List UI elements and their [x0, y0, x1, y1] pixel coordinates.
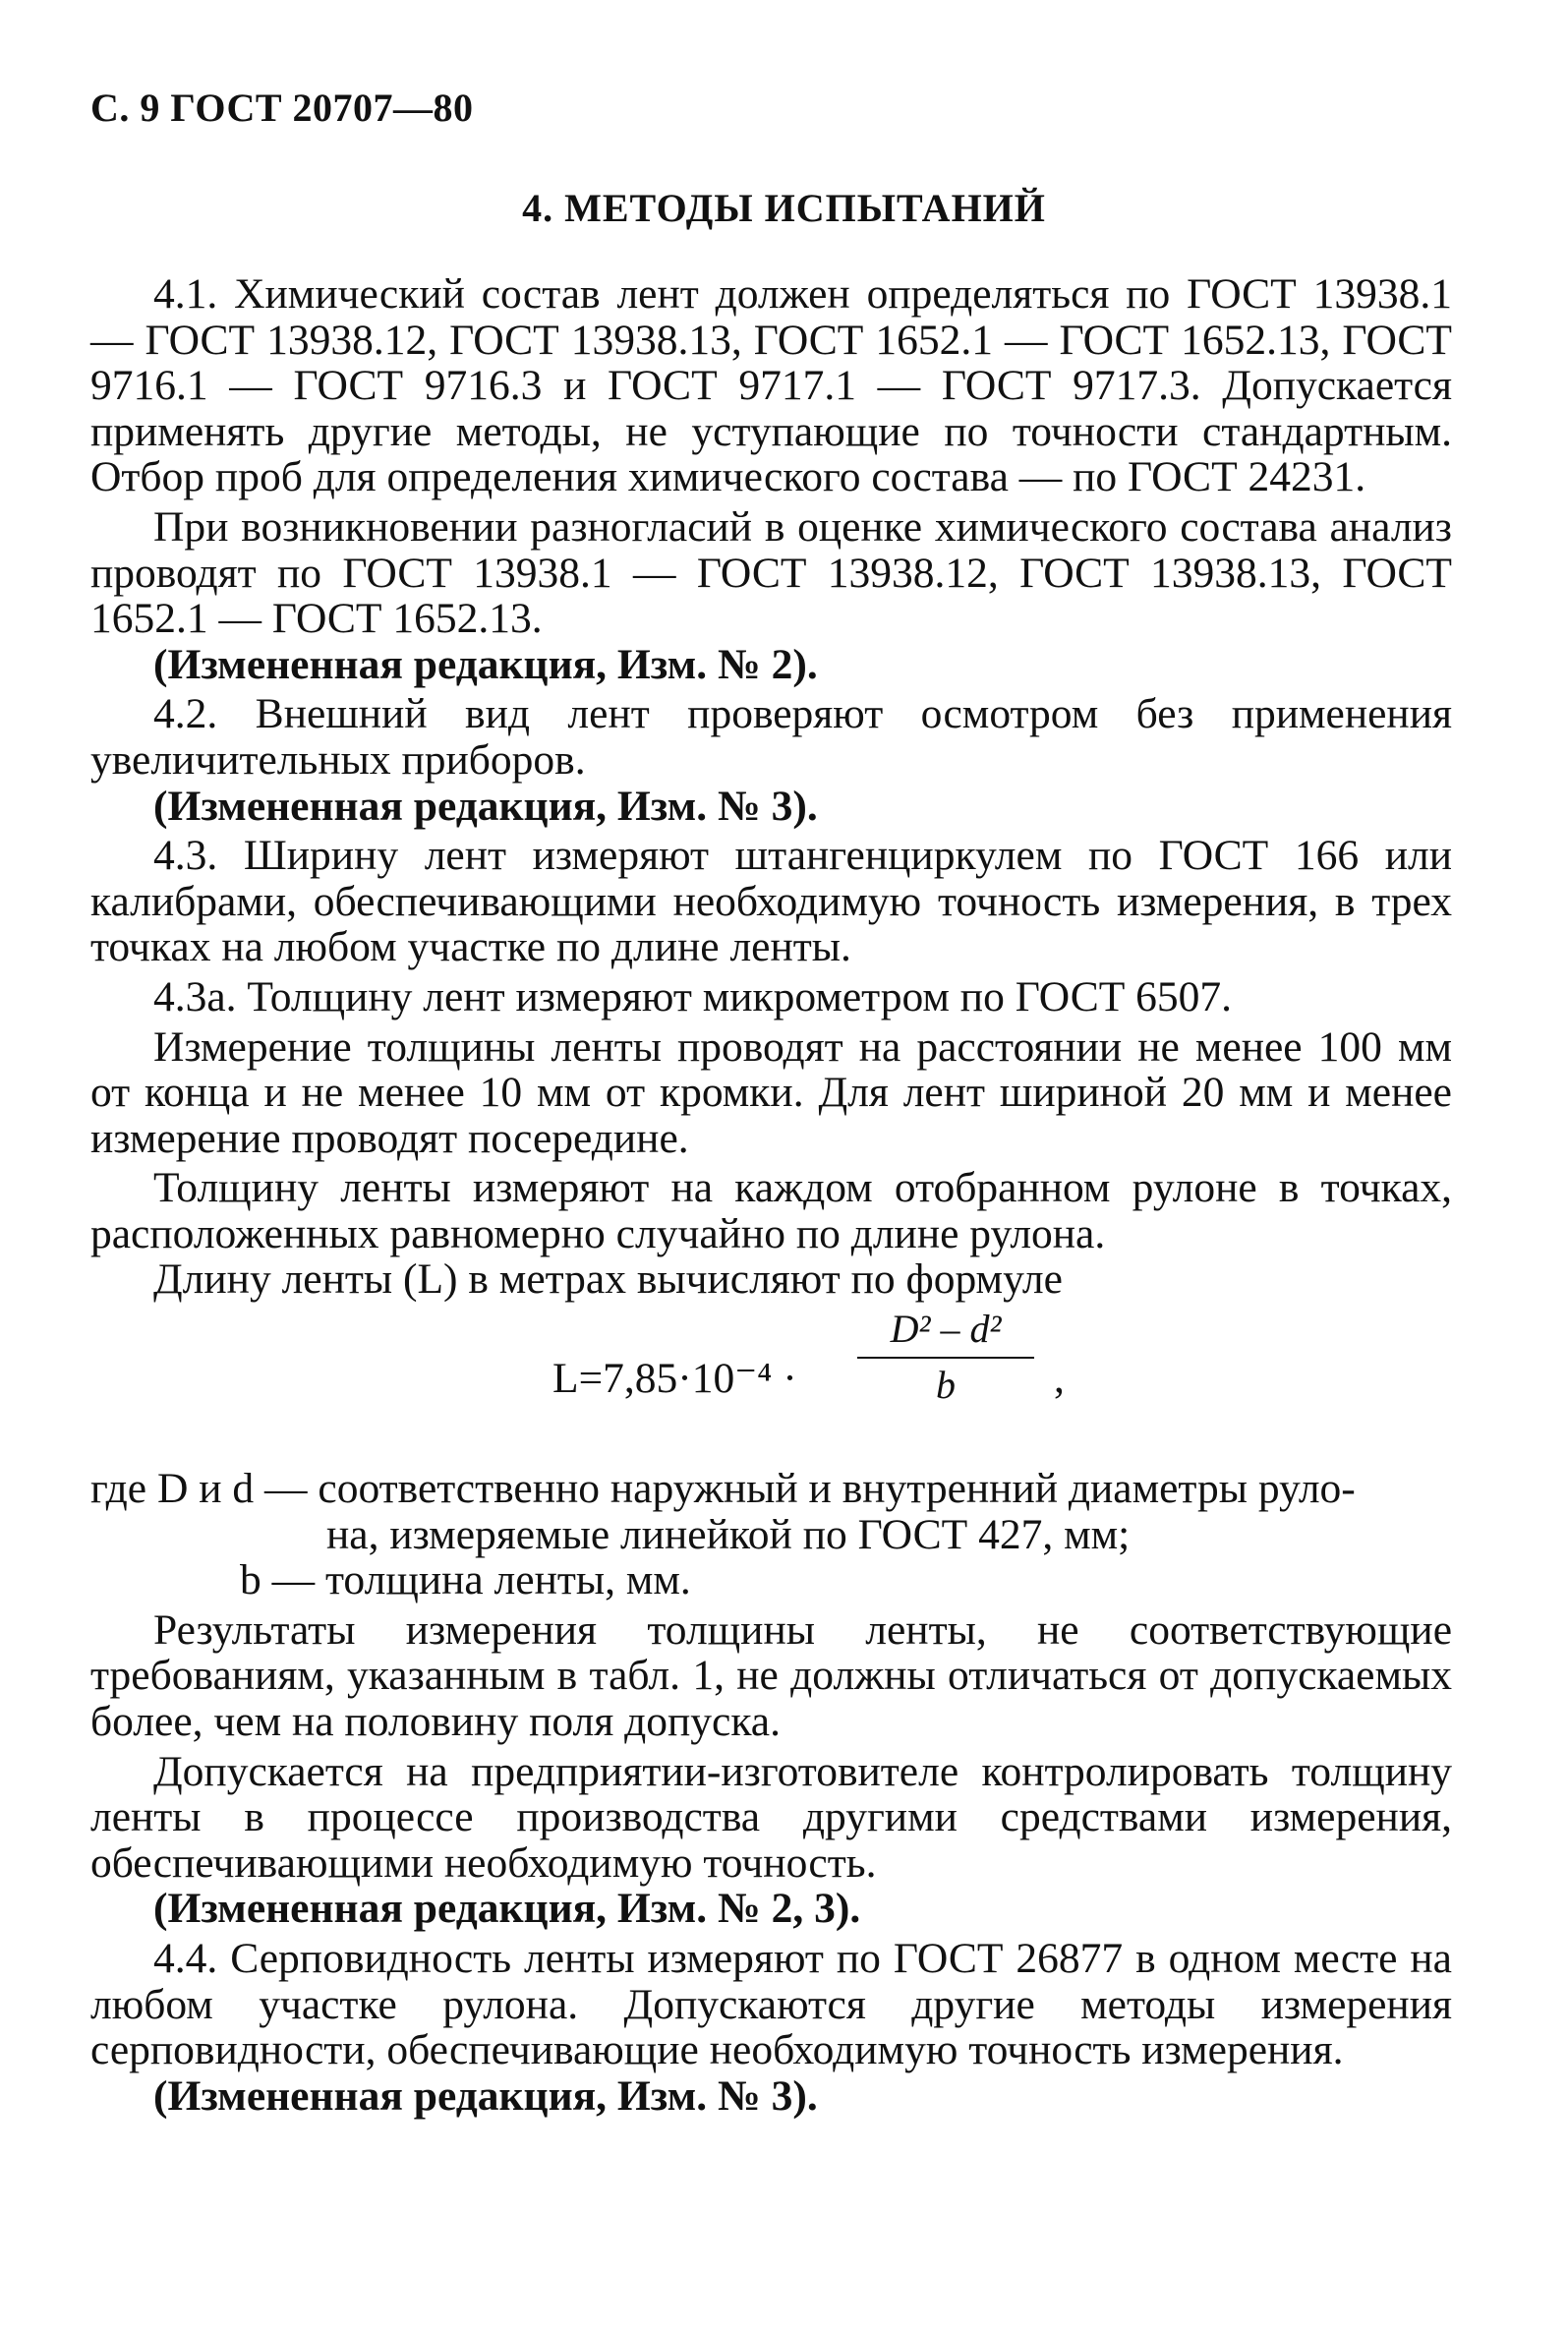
- section-title: 4. МЕТОДЫ ИСПЫТАНИЙ: [522, 186, 1046, 230]
- paragraph-4-3a: 4.3а. Толщину лент измеряют микрометром по ГОСТ 6507.: [153, 972, 1233, 1020]
- legend-line-thickness: b — толщина ленты, мм.: [240, 1556, 691, 1604]
- formula-comma: ,: [1054, 1355, 1065, 1403]
- length-formula: [90, 1307, 1452, 1454]
- paragraph-4-3: 4.3. Ширину лент измеряют штангенциркулем по ГОСТ 166 или калибрами, обеспечивающими необходимую точность измерения, в трех точках на любом участке по длине ленты.: [90, 832, 1452, 971]
- formula-fraction: [847, 1307, 1044, 1408]
- paragraph-4-2: 4.2. Внешний вид лент проверяют осмотром без применения увеличительных приборов.: [90, 690, 1452, 784]
- paragraph-4-4: 4.4. Серповидность ленты измеряют по ГОСТ 26877 в одном месте на любом участке рулона. Допускаются другие методы измерения серповидности, обеспечивающие необходимую точность измерения.: [90, 1935, 1452, 2074]
- paragraph-4-1: 4.1. Химический состав лент должен определяться по ГОСТ 13938.1 — ГОСТ 13938.12, ГОСТ 13938.13, ГОСТ 1652.1 — ГОСТ 1652.13, ГОСТ 9716.1 — ГОСТ 9716.3 и ГОСТ 9717.1 — ГОСТ 9717.3. Допускается применять другие методы, не уступающие по точности стандартным. Отбор проб для определения химического состава — по ГОСТ 24231.: [90, 270, 1452, 501]
- amendment-note-2: (Измененная редакция, Изм. № 3).: [153, 782, 818, 830]
- formula-legend: [90, 1466, 1452, 1603]
- paragraph-thickness-points: Толщину ленты измеряют на каждом отобранном рулоне в точках, расположенных равномерно случайно по длине рулона.: [90, 1164, 1452, 1257]
- amendment-note-3: (Измененная редакция, Изм. № 2, 3).: [153, 1885, 861, 1933]
- paragraph-results: Результаты измерения толщины ленты, не соответствующие требованиям, указанным в табл. 1, не должны отличаться от допускаемых более, чем на половину поля допуска.: [90, 1605, 1452, 1746]
- paragraph-length-formula-intro: Длину ленты (L) в метрах вычисляют по формуле: [153, 1255, 1063, 1304]
- paragraph-manufacturer-control: Допускается на предприятии-изготовителе контролировать толщину ленты в процессе производства другими средствами измерения, обеспечивающими необходимую точность.: [90, 1747, 1452, 1887]
- fraction-bar: [857, 1357, 1034, 1359]
- amendment-note-4: (Измененная редакция, Изм. № 3).: [153, 2071, 818, 2120]
- legend-line-diameters-cont: на, измеряемые линейкой по ГОСТ 427, мм;: [326, 1510, 1131, 1558]
- amendment-note-1: (Измененная редакция, Изм. № 2).: [153, 640, 818, 688]
- document-body: [90, 271, 1452, 2119]
- legend-line-diameters: где D и d — соответственно наружный и внутренний диаметры руло-: [90, 1465, 1356, 1513]
- paragraph-disagreement: При возникновении разногласий в оценке химического состава анализ проводят по ГОСТ 13938.1 — ГОСТ 13938.12, ГОСТ 13938.13, ГОСТ 1652.1 — ГОСТ 1652.13.: [90, 502, 1452, 643]
- paragraph-thickness-measurement: Измерение толщины ленты проводят на расстоянии не менее 100 мм от конца и не менее 10 мм от кромки. Для лент шириной 20 мм и менее измерение проводят посередине.: [90, 1022, 1452, 1162]
- formula-denominator: b: [936, 1362, 956, 1407]
- formula-lhs: L=7,85·10⁻⁴ ·: [552, 1355, 797, 1403]
- page-header: С. 9 ГОСТ 20707—80: [90, 86, 474, 130]
- formula-numerator: D² – d²: [890, 1307, 1002, 1352]
